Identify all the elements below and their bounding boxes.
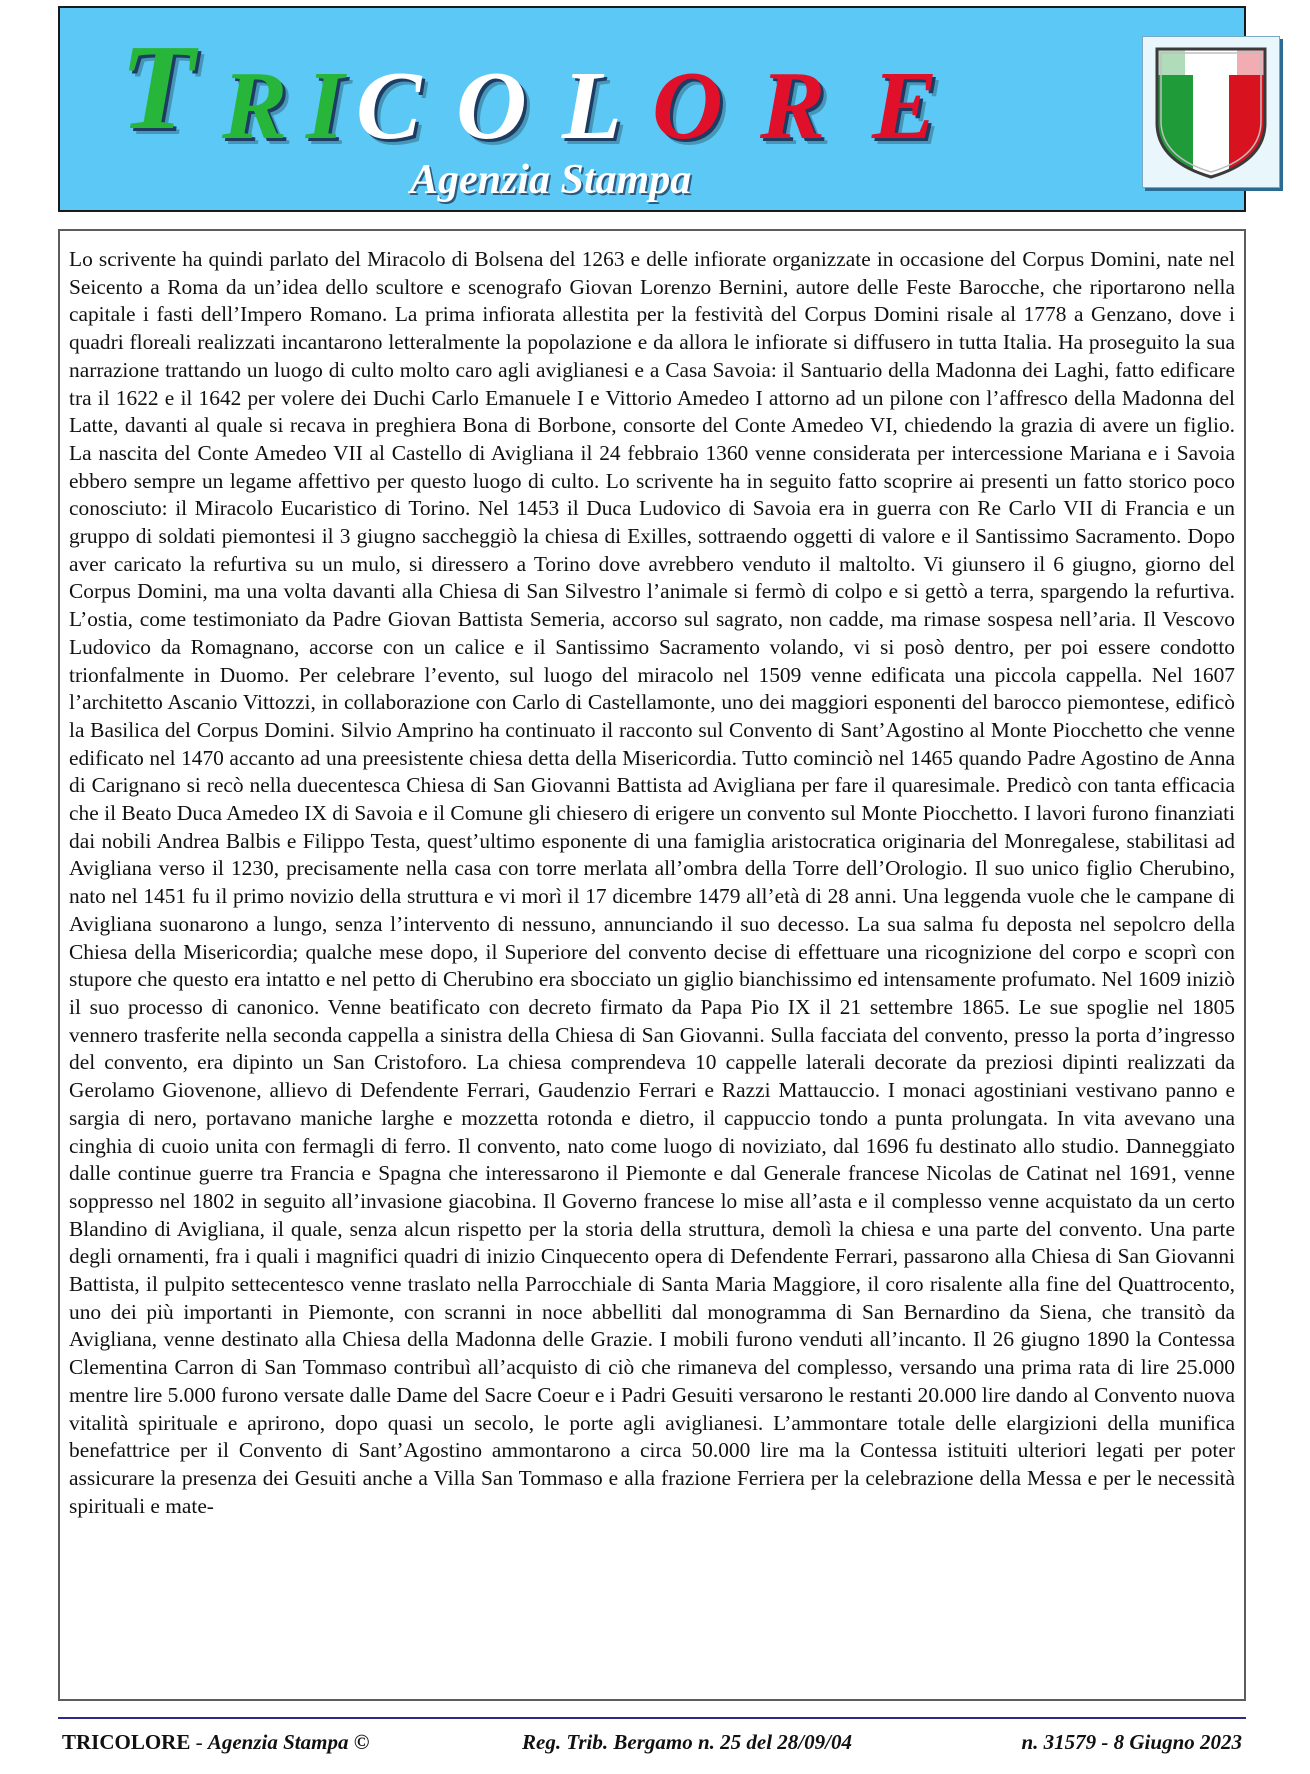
footer-agency: Agenzia Stampa ©	[207, 1730, 370, 1754]
footer-divider	[58, 1717, 1246, 1719]
masthead	[58, 6, 1246, 212]
footer-masthead	[62, 1727, 369, 1757]
footer-brand: TRICOLORE	[62, 1730, 191, 1754]
footer-separator: -	[190, 1730, 208, 1754]
title-letter: T	[120, 20, 195, 155]
article-body: Lo scrivente ha quindi parlato del Miracolo di Bolsena del 1263 e delle infiorate organizzate in occasione del Corpus Domini, nate nel Seicento a Roma da un’idea dello scultore e scenografo Giovan Lorenzo Bernini, autore delle Feste Barocche, che riportarono nella capitale i fasti dell’Impero Romano. La prima infiorata allestita per la festività del Corpus Domini risale al 1778 a Genzano, dove i quadri floreali realizzati incantarono letteralmente la popolazione e da allora le infiorate si diffusero in tutta Italia. Ha proseguito la sua narrazione trattando un luogo di culto molto caro agli aviglianesi e a Casa Savoia: il Santuario della Madonna dei Laghi, fatto edificare tra il 1622 e il 1642 per volere dei Duchi Carlo Emanuele I e Vittorio Amedeo I attorno ad un pilone con l’affresco della Madonna del Latte, davanti al quale si recava in preghiera Bona di Borbone, consorte del Conte Amedeo VI, chiedendo la grazia di avere un figlio. La nascita del Conte Amedeo VII al Castello di Avigliana il 24 febbraio 1360 venne considerata per intercessione Mariana e i Savoia ebbero sempre un legame affettivo per questo luogo di culto. Lo scrivente ha in seguito fatto scoprire ai presenti un fatto storico poco conosciuto: il Miracolo Eucaristico di Torino. Nel 1453 il Duca Ludovico di Savoia era in guerra con Re Carlo VII di Francia e un gruppo di soldati piemontesi il 3 giugno saccheggiò la chiesa di Exilles, sottraendo oggetti di valore e il Santissimo Sacramento. Dopo aver caricato la refurtiva su un mulo, si diressero a Torino dove avrebbero venduto il maltolto. Vi giunsero il 6 giugno, giorno del Corpus Domini, ma una volta davanti alla Chiesa di San Silvestro l’animale si fermò di colpo e si gettò a terra, spargendo la refurtiva. L’ostia, come testimoniato da Padre Giovan Battista Semeria, accorso sul sagrato, non cadde, ma rimase sospesa nell’aria. Il Vescovo Ludovico da Romagnano, accorse con un calice e il Santissimo Sacramento volando, vi si posò dentro, per poi essere condotto trionfalmente in Duomo. Per celebrare l’evento, sul luogo del miracolo nel 1509 venne edificata una piccola cappella. Nel 1607 l’architetto Ascanio Vittozzi, in collaborazione con Carlo di Castellamonte, uno dei maggiori esponenti del barocco piemontese, edificò la Basilica del Corpus Domini. Silvio Amprino ha continuato il racconto sul Convento di Sant’Agostino al Monte Piocchetto che venne edificato nel 1470 accanto ad una preesistente chiesa detta della Misericordia. Tutto cominciò nel 1465 quando Padre Agostino de Anna di Carignano si recò nella duecentesca Chiesa di San Giovanni Battista ad Avigliana per fare il quaresimale. Predicò con tanta efficacia che il Beato Duca Amedeo IX di Savoia e il Comune gli chiesero di erigere un convento sul Monte Piocchetto. I lavori furono finanziati dai nobili Andrea Balbis e Filippo Testa, quest’ultimo esponente di una famiglia aristocratica originaria del Monregalese, stabilitasi ad Avigliana verso il 1230, precisamente nella casa con torre merlata all’ombra della Torre dell’Orologio. Il suo unico figlio Cherubino, nato nel 1451 fu il primo novizio della struttura e vi morì il 17 dicembre 1479 all’età di 28 anni. Una leggenda vuole che le campane di Avigliana suonarono a lungo, senza l’intervento di nessuno, annunciando il suo decesso. La sua salma fu deposta nel sepolcro della Chiesa della Misericordia; qualche mese dopo, il Superiore del convento decise di effettuare una ricognizione del corpo e scoprì con stupore che questo era intatto e nel petto di Cherubino era sbocciato un giglio bianchissimo ed intensamente profumato. Nel 1609 iniziò il suo processo di canonico. Venne beatificato con decreto firmato da Papa Pio IX il 21 settembre 1865. Le sue spoglie nel 1805 vennero trasferite nella seconda cappella a sinistra della Chiesa di San Giovanni. Sulla facciata del convento, presso la porta d’ingresso del convento, era dipinto un San Cristoforo. La chiesa comprendeva 10 cappelle laterali decorate da preziosi dipinti realizzati da Gerolamo Giovenone, allievo di Defendente Ferrari, Gaudenzio Ferrari e Razzi Mattauccio. I monaci agostiniani vestivano panno e sargia di nero, portavano maniche larghe e mozzetta rotonda e dietro, il cappuccio tondo a punta prolungata. In vita avevano una cinghia di cuoio unita con fermagli di ferro. Il convento, nato come luogo di noviziato, dal 1696 fu destinato allo studio. Danneggiato dalle continue guerre tra Francia e Spagna che interessarono il Piemonte e dal Generale francese Nicolas de Catinat nel 1691, venne soppresso nel 1802 in seguito all’invasione giacobina. Il Governo francese lo mise all’asta e il complesso venne acquistato da un certo Blandino di Avigliana, il quale, senza alcun rispetto per la storia della struttura, demolì la chiesa e una parte del convento. Una parte degli ornamenti, fra i quali i magnifici quadri di inizio Cinquecento opera di Defendente Ferrari, passarono alla Chiesa di San Giovanni Battista, il pulpito settecentesco venne traslato nella Parrocchiale di Santa Maria Maggiore, il coro risalente alla fine del Quattrocento, uno dei più importanti in Piemonte, con scranni in noce abbelliti dal monogramma di San Bernardino da Siena, che transitò da Avigliana, venne destinato alla Chiesa della Madonna delle Grazie. I mobili furono venduti all’incanto. Il 26 giugno 1890 la Contessa Clementina Carron di San Tommaso contribuì all’acquisto di ciò che rimaneva del complesso, versando una prima rata di lire 25.000 mentre lire 5.000 furono versate dalle Dame del Sacre Coeur e i Padri Gesuiti versarono le restanti 20.000 lire dando al Convento nuova vitalità spirituale e aprirono, dopo quasi un secolo, le porte agli aviglianesi. L’ammontare totale delle elargizioni della munifica benefattrice per il Convento di Sant’Agostino ammontarono a circa 50.000 lire ma la Contessa istituiti ulteriori legati per poter assicurare la presenza dei Gesuiti anche a Villa San Tommaso e alla frazione Ferriera per la celebrazione della Messa e per le necessità spirituali e mate-	[69, 247, 1235, 1518]
title-letter: O	[652, 52, 723, 160]
footer-issue: n. 31579 - 8 Giugno 2023	[1021, 1730, 1242, 1754]
masthead-title	[120, 20, 1100, 160]
footer	[62, 1727, 1242, 1759]
title-letter: E	[872, 52, 938, 160]
title-letter: R	[760, 52, 826, 160]
title-letter: R	[222, 52, 288, 160]
footer-registration: Reg. Trib. Bergamo n. 25 del 28/09/04	[522, 1730, 852, 1754]
title-letter: C	[356, 52, 422, 160]
tricolore-shield-icon	[1151, 43, 1271, 181]
article-box	[58, 229, 1246, 1701]
masthead-subtitle: Agenzia Stampa	[410, 157, 692, 203]
title-letter: O	[456, 52, 527, 160]
title-letter: L	[562, 52, 622, 160]
logo-box	[1142, 36, 1280, 188]
title-letter: I	[306, 52, 345, 160]
